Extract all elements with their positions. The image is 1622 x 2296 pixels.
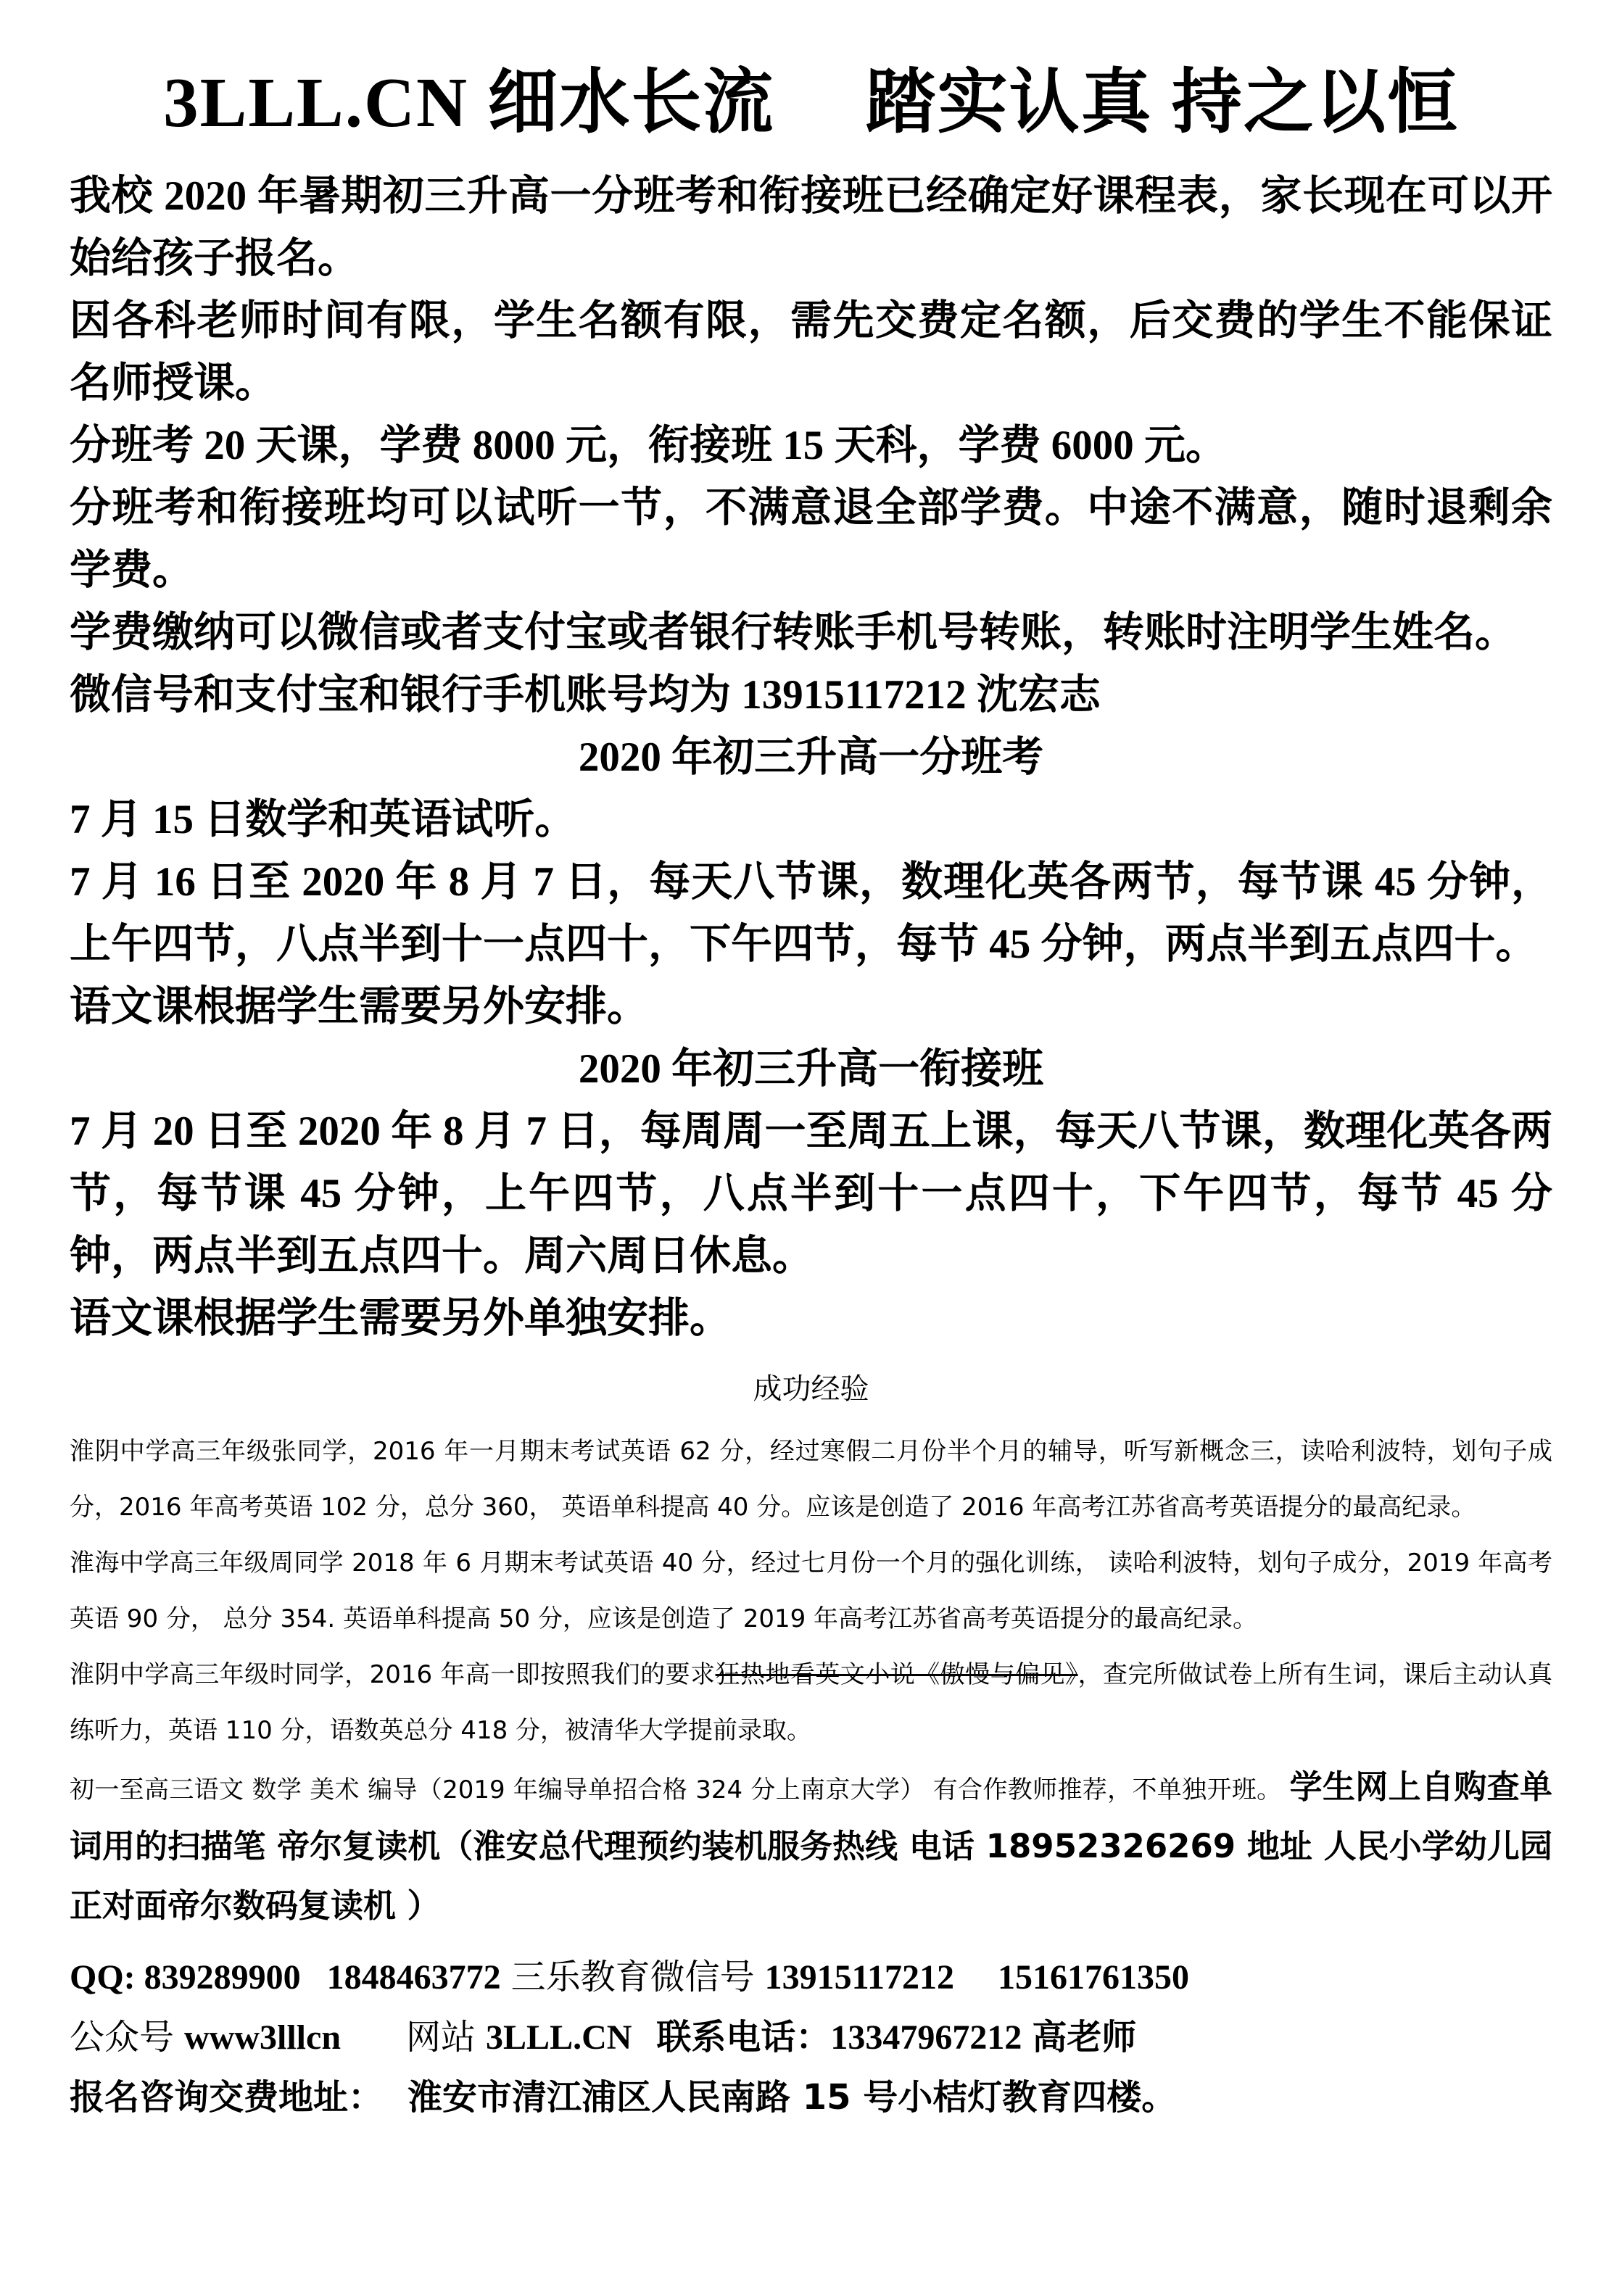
qq-numbers: QQ: 839289900 1848463772 xyxy=(70,1958,501,1997)
success-story-3-tail: ，查完所做试卷上所有生词，课后主动认真练听力，英语 110 分，语数英总分 418 分，被清华大学提前录取。 xyxy=(70,1660,1552,1745)
bridging-class-paragraph-2: 语文课根据学生需要另外单独安排。 xyxy=(70,1296,731,1341)
success-story-3-lead: 淮阴中学高三年级时同学，2016 年高一即按照我们的要求 xyxy=(70,1660,716,1689)
bridging-class-heading: 2020 年初三升高一衔接班 xyxy=(578,1046,1044,1092)
bridging-class-paragraph-1: 7 月 20 日至 2020 年 8 月 7 日，每周周一至周五上课，每天八节课，数理化英各两节，每节课 45 分钟，上午四节，八点半到十一点四十，下午四节，每节 45 分钟，两点半到五点四十。周六周日休息。 xyxy=(70,1108,1552,1279)
intro-paragraph-1: 我校 2020 年暑期初三升高一分班考和衔接班已经确定好课程表，家长现在可以开始给孩子报名。 xyxy=(70,173,1552,281)
page-title: 3LLL.CN 细水长流 踏实认真 持之以恒 xyxy=(163,64,1459,141)
success-story-2: 淮海中学高三年级周同学 2018 年 6 月期末考试英语 40 分，经过七月份一个月的强化训练， 读哈利波特，划句子成分，2019 年高考英语 90 分， 总分 354. 英语单科提高 50 分，应该是创造了 2019 年高考江苏省高考英语提分的最高纪录。 xyxy=(70,1549,1552,1633)
wechat-numbers: 13915117212 15161761350 xyxy=(764,1958,1190,1997)
intro-paragraph-5: 学费缴纳可以微信或者支付宝或者银行转账手机号转账，转账时注明学生姓名。 xyxy=(70,610,1516,655)
contact-line-address xyxy=(70,2068,1552,2128)
gongzhonghao-label: 公众号 xyxy=(70,2017,175,2057)
placement-exam-paragraph-2: 7 月 16 日至 2020 年 8 月 7 日，每天八节课，数理化英各两节，每节课 45 分钟，上午四节，八点半到十一点四十，下午四节，每节 45 分钟，两点半到五点四十。 xyxy=(70,859,1552,967)
intro-paragraph-4: 分班考和衔接班均可以试听一节，不满意退全部学费。中途不满意，随时退剩余学费。 xyxy=(70,485,1552,593)
placement-exam-heading: 2020 年初三升高一分班考 xyxy=(578,734,1044,780)
contact-line-web xyxy=(70,2007,1552,2068)
success-stories-heading: 成功经验 xyxy=(753,1372,869,1406)
phone-label: 联系电话： xyxy=(656,2017,831,2057)
courses-bold-text: 学生网上自购查单词用的扫描笔 帝尔复读机（淮安总代理预约装机服务热线 电话 18952326269 地址 人民小学幼儿园正对面帝尔数码复读机 ） xyxy=(70,1767,1552,1925)
success-story-3-strikethrough-text: 狂热地看英文小说《傲慢与偏见》 xyxy=(715,1660,1078,1689)
success-story-3 xyxy=(70,1647,1552,1759)
contact-block xyxy=(70,1947,1552,2128)
phone-contact-person: 高老师 xyxy=(1032,2017,1137,2057)
courses-paragraph xyxy=(70,1759,1552,1937)
intro-paragraph-2: 因各科老师时间有限，学生名额有限，需先交费定名额，后交费的学生不能保证名师授课。 xyxy=(70,298,1552,406)
website-value: 3LLL.CN xyxy=(486,2018,632,2057)
success-story-1: 淮阴中学高三年级张同学，2016 年一月期末考试英语 62 分，经过寒假二月份半个月的辅导，听写新概念三，读哈利波特，划句子成分，2016 年高考英语 102 分，总分 360， 英语单科提高 40 分。应该是创造了 2016 年高考江苏省高考英语提分的最高纪录。 xyxy=(70,1437,1552,1522)
placement-exam-paragraph-3: 语文课根据学生需要另外安排。 xyxy=(70,984,648,1029)
phone-value: 13347967212 xyxy=(830,2018,1022,2057)
intro-paragraph-3: 分班考 20 天课，学费 8000 元，衔接班 15 天科，学费 6000 元。 xyxy=(70,423,1227,468)
address-value: 淮安市清江浦区人民南路 15 号小桔灯教育四楼。 xyxy=(407,2077,1177,2118)
wechat-label: 三乐教育微信号 xyxy=(510,1957,755,1997)
placement-exam-paragraph-1: 7 月 15 日数学和英语试听。 xyxy=(70,797,576,842)
courses-normal-text: 初一至高三语文 数学 美术 编导（2019 年编导单招合格 324 分上南京大学） 有合作教师推荐，不单独开班。 xyxy=(70,1775,1290,1804)
gongzhonghao-value: www3lllcn xyxy=(184,2018,342,2057)
address-label: 报名咨询交费地址： xyxy=(70,2077,384,2118)
website-label: 网站 xyxy=(406,2017,476,2057)
contact-line-qq xyxy=(70,1947,1552,2007)
intro-paragraph-6: 微信号和支付宝和银行手机账号均为 13915117212 沈宏志 xyxy=(70,672,1101,718)
